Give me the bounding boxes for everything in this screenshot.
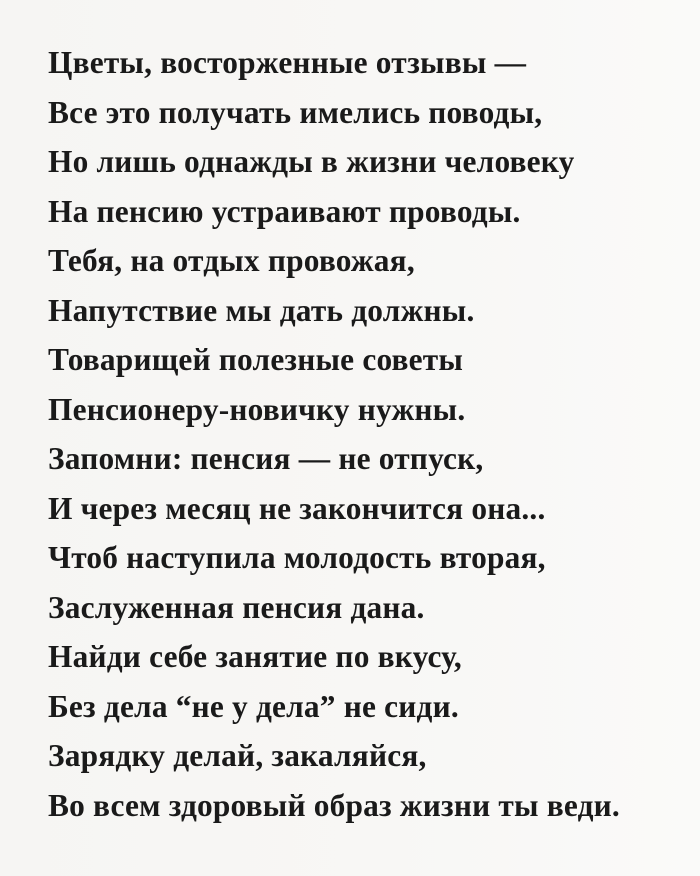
poem-line: Цветы, восторженные отзывы — [48, 44, 527, 80]
poem-line: Чтоб наступила молодость вторая, [48, 539, 546, 575]
poem-line: Товарищей полезные советы [48, 341, 464, 377]
poem-line: Заслуженная пенсия дана. [48, 588, 425, 625]
poem-line: Найди себе занятие по вкусу, [48, 638, 462, 674]
poem-line: И через месяц не закончится она... [48, 489, 546, 526]
poem-line: Все это получать имелись поводы, [48, 93, 543, 130]
poem-line: На пенсию устраивают проводы. [48, 192, 521, 229]
poem-line: Зарядку делай, закаляйся, [48, 737, 427, 773]
poem-line: Пенсионеру-новичку нужны. [48, 390, 466, 427]
poem-line: Запомни: пенсия — не отпуск, [48, 440, 484, 476]
poem-line: Во всем здоровый образ жизни ты веди. [48, 786, 620, 823]
poem-line: Но лишь однажды в жизни человеку [48, 143, 575, 179]
poem-line: Без дела “не у дела” не сиди. [48, 687, 459, 724]
poem-line: Тебя, на отдых провожая, [48, 242, 415, 278]
poem-line: Напутствие мы дать должны. [48, 291, 475, 328]
